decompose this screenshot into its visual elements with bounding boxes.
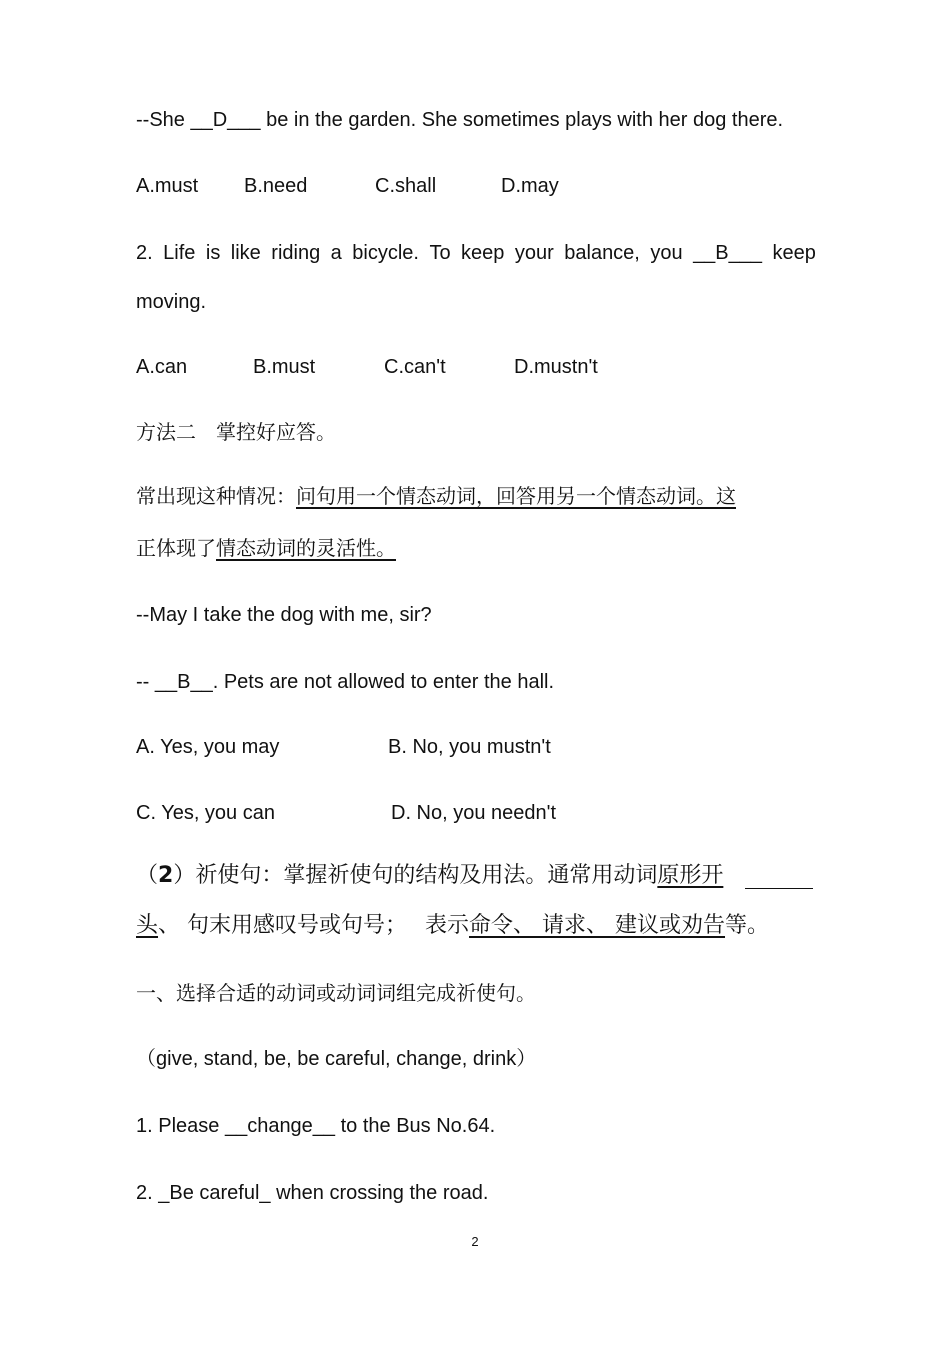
method-2-underlined-text: 问句用一个情态动词，回答用另一个情态动词。这: [296, 484, 736, 508]
imperative-paren: （: [136, 863, 159, 888]
q2-word: 2.: [136, 242, 153, 264]
question-1-text: --She __D___ be in the garden. She sometimes plays with her dog there.: [136, 109, 784, 131]
q2-word: you: [650, 242, 683, 264]
method-2-line-1: [136, 483, 736, 509]
imperative-number: 2: [158, 863, 174, 888]
option-c: C. Yes, you can: [136, 802, 275, 824]
page-number: 2: [471, 1234, 479, 1249]
method-2-underlined-text: 情态动词的灵活性。: [216, 536, 396, 560]
exercise-word-bank: （give, stand, be, be careful, change, drink）: [136, 1048, 537, 1070]
exercise-title: 一、选择合适的动词或动词词组完成祈使句。: [136, 981, 536, 1005]
question-2-line-2: moving.: [136, 291, 207, 313]
method-2-line-2: [136, 535, 396, 561]
question-3-answer: -- __B__. Pets are not allowed to enter the hall.: [136, 671, 555, 693]
question-2-options: [136, 354, 836, 380]
q2-blank-answer: __B___: [693, 242, 763, 264]
q2-word: keep: [461, 242, 505, 264]
q2-word: bicycle.: [352, 242, 419, 264]
option-b: B.need: [244, 175, 308, 197]
exercise-item-1: 1. Please __change__ to the Bus No.64.: [136, 1115, 496, 1137]
option-c: C.can't: [384, 356, 446, 378]
q2-word: Life: [163, 242, 196, 264]
q2-word: riding: [271, 242, 321, 264]
method-2-prefix: 正体现了: [136, 536, 216, 560]
imperative-text: 等。: [725, 913, 770, 938]
option-d: D. No, you needn't: [391, 802, 557, 824]
underline-blank: [745, 888, 813, 889]
q2-word: balance,: [564, 242, 640, 264]
imperative-text: ）祈使句：掌握祈使句的结构及用法。通常用动词: [173, 863, 658, 888]
option-a: A. Yes, you may: [136, 736, 280, 758]
q2-word: a: [330, 242, 342, 264]
question-2-line-1: [136, 240, 816, 266]
imperative-underlined-text: 原形开: [657, 863, 724, 888]
question-3-text: --May I take the dog with me, sir?: [136, 604, 432, 626]
option-b: B.must: [253, 356, 316, 378]
q2-word: like: [230, 242, 261, 264]
question-1-options: [136, 173, 836, 199]
option-a: A.must: [136, 175, 199, 197]
q2-word: To: [429, 242, 451, 264]
question-3-options-row-1: [136, 734, 836, 760]
imperative-line-2: [136, 913, 769, 939]
q2-word: keep: [772, 242, 816, 264]
option-c: C.shall: [375, 175, 437, 197]
method-2-title: 方法二 掌控好应答。: [136, 420, 336, 444]
imperative-underlined-text: 头: [136, 913, 159, 938]
option-d: D.mustn't: [514, 356, 598, 378]
q2-word: your: [514, 242, 554, 264]
imperative-text: 、 句末用感叹号或句号； 表示: [158, 913, 470, 938]
imperative-underlined-text: 命令、 请求、 建议或劝告: [469, 913, 726, 938]
method-2-prefix: 常出现这种情况：: [136, 484, 296, 508]
option-a: A.can: [136, 356, 188, 378]
q2-word: is: [205, 242, 221, 264]
question-3-options-row-2: [136, 800, 836, 826]
option-d: D.may: [501, 175, 559, 197]
exercise-item-2: 2. _Be careful_ when crossing the road.: [136, 1182, 489, 1204]
option-b: B. No, you mustn't: [388, 736, 551, 758]
imperative-line-1: [136, 863, 723, 889]
